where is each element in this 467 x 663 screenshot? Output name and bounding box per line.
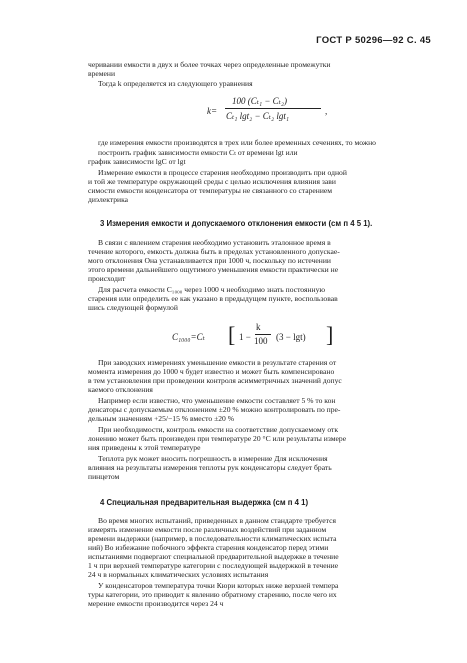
text-line: Измерение емкости в процессе старения необходимо производить при одной <box>98 168 347 177</box>
formula-c1000-lhs: C₁₀₀₀=Cₜ <box>172 332 205 342</box>
text-line: влияния на результаты измерения теплоты рук конденсаторы следует брать <box>88 463 332 472</box>
text-line: лонению может быть произведен при температуре 20 °С или результаты измере <box>88 434 347 443</box>
text-line: диэлектрика <box>88 195 129 204</box>
formula-c1000 <box>172 322 342 352</box>
text-line: где измерения емкости производятся в трех или более временных сечениях, то можно построить график зависимости емкости Cₜ от времени lgt или <box>98 138 376 157</box>
text-line: черивании емкости в двух и более точках через определенные промежутки <box>88 60 331 69</box>
text-line: дельным значениям +25/−15 % вместо ±20 % <box>88 414 235 423</box>
section-heading-3: 3 Измерения емкости и допускаемого отклонения емкости (см п 4 5 1). <box>100 219 373 228</box>
page-header: ГОСТ Р 50296—92 С. 45 <box>316 35 431 46</box>
right-bracket: ] <box>326 322 334 347</box>
text-line: шись следующей формулой <box>88 303 178 312</box>
text-line: момента измерения до 1000 ч будет известно и может быть компенсировано <box>88 367 335 376</box>
text-line: 24 ч в нормальных климатических условиях испытания <box>88 570 269 579</box>
formula-c1000-k: k <box>256 322 261 332</box>
text-line: и той же температуре окружающей среды с целью исключения влияния зави <box>88 177 336 186</box>
formula-k <box>207 94 327 128</box>
text-line: измерять изменение емкости после различных воздействий при заданном <box>88 525 327 534</box>
formula-c1000-one: 1 − <box>239 332 251 342</box>
formula-k-lhs: k= <box>207 106 218 116</box>
text-line: график зависимости lgC от lgt <box>88 157 186 166</box>
text-line: течение которого, емкость должна быть в пределах установленного допускае- <box>88 247 340 256</box>
text-line: денсаторы с допускаемым отклонением ±20 % можно контролировать по пре- <box>88 405 341 414</box>
section-heading-4: 4 Специальная предварительная выдержка (см п 4 1) <box>100 498 309 507</box>
formula-k-comma: , <box>325 106 328 116</box>
fraction-bar <box>255 334 271 335</box>
text-line: происходит <box>88 274 126 283</box>
formula-k-denominator: Cₜ₁ lgt₂ − Cₜ₂ lgt₁ <box>226 111 290 121</box>
text-line: ния приведены к этой температуре <box>88 443 201 452</box>
text-line: Во время многих испытаний, приведенных в данном стандарте требуется <box>98 516 336 525</box>
formula-c1000-rest: (3 − lgt) <box>276 332 306 342</box>
formula-c1000-100: 100 <box>254 336 268 346</box>
text-line: У конденсаторов температура точки Кюри которых ниже верхней темпера <box>98 581 339 590</box>
text-line: времени выдержки (например, в последовательности климатических испыта <box>88 534 337 543</box>
text-line: мого отклонения Она устанавливается при 1000 ч, поскольку по истечении <box>88 256 331 265</box>
text-line: 1 ч при верхней температуре категории с последующей выдержкой в течение <box>88 561 339 570</box>
formula-k-numerator: 100 (Cₜ₁ − Cₜ₂) <box>232 96 288 106</box>
text-line: симости емкости конденсатора от температуры не связанного со старением <box>88 186 333 195</box>
text-line: При необходимости, контроль емкости на соответствие допускаемому отк <box>98 425 339 434</box>
text-line: В связи с явлением старения необходимо установить эталонное время в <box>98 238 331 247</box>
text-line: старения или определить ее как указано в предыдущем пункте, воспользовав <box>88 294 338 303</box>
fraction-bar <box>225 108 321 109</box>
text-line: каемого отклонения <box>88 385 153 394</box>
text-line: мерение емкости производится через 24 ч <box>88 599 224 608</box>
text-line: При заводских измерениях уменьшение емкости в результате старения от <box>98 358 337 367</box>
text-line: Теплота рук может вносить погрешность в измерение Для исключения <box>98 454 328 463</box>
text-line: испытаниями подвергают специальной предварительной выдержке в течение <box>88 552 339 561</box>
text-line: этого времени дальнейшего ощутимого уменьшения емкости практически не <box>88 265 339 274</box>
text-line: времени <box>88 69 116 78</box>
text-line: Например если известно, что уменьшение емкости составляет 5 % то кон <box>98 396 336 405</box>
text-line: в тем установления при проведении контроля асимметричных значений допус <box>88 376 342 385</box>
text-line: ний) Во избежание побочного эффекта старения конденсатор перед этими <box>88 543 329 552</box>
text-line: пинцетом <box>88 472 120 481</box>
text-line: Тогда k определяется из следующего уравнения <box>98 79 253 88</box>
text-line: Для расчета емкости C₁₀₀₀ через 1000 ч необходимо знать постоянную <box>98 285 326 294</box>
text-line: туры категории, это приводит к явлению обратному старению, после чего их <box>88 590 337 599</box>
left-bracket: [ <box>228 322 236 347</box>
